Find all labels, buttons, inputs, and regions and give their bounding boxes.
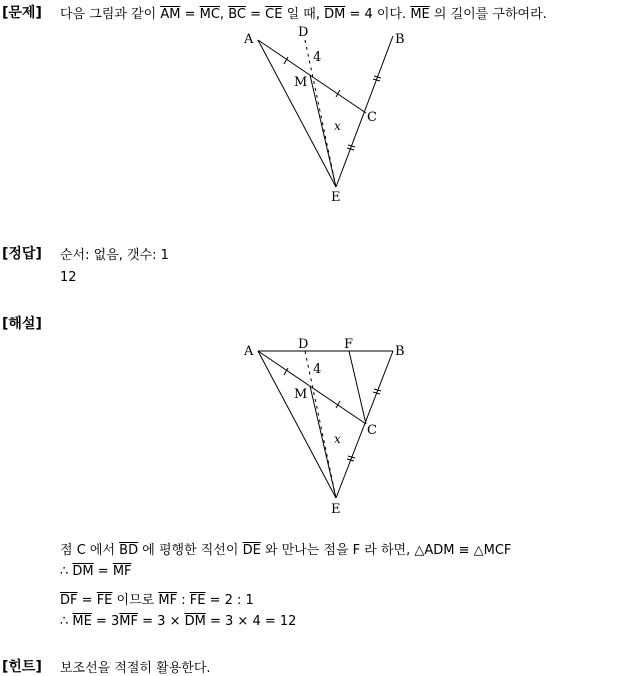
expl3-t1: 이므로 [116,593,155,608]
therefore: ∴ [60,614,69,629]
segment-dm: $\overline{DM}$ [184,614,206,629]
point-d: D [298,337,309,352]
eq-sign: = [250,7,262,22]
problem-label: [문제] [2,5,42,21]
expl-t3: 와 만나는 점을 F 라 하면, △ADM ≡ △MCF [264,543,512,558]
line-bc-e [336,351,393,498]
hint-text: 보조선을 적절히 활용한다. [60,661,211,676]
segment-me: $\overline{ME}$ [410,7,430,22]
explanation-line-4 [60,614,296,629]
expl4-t2: = 3 [96,614,120,629]
point-m: M [294,75,308,90]
point-f: F [344,337,354,352]
answer-line-1: 순서: 없음, 갯수: 1 [60,248,169,263]
line-cf [349,351,366,424]
eq-sign: = [81,593,93,608]
point-b: B [395,32,405,47]
hint-label: [힌트] [2,659,42,675]
comma: , [219,7,225,22]
therefore: ∴ [60,564,69,579]
unknown-x: x [334,432,341,446]
point-a: A [244,32,254,47]
point-c: C [367,110,377,125]
segment-mf: $\overline{MF}$ [119,614,138,629]
line-me [310,386,336,498]
length-dm: 4 [313,362,322,377]
problem-t2: 일 때, [286,7,320,22]
segment-am: $\overline{AM}$ [160,7,181,22]
problem-t3: 의 길이를 구하여라. [433,7,547,22]
explanation-label: [해설] [2,316,42,332]
expl3-t2: = 2 : 1 [209,593,254,608]
answer-label: [정답] [2,246,42,262]
segment-bd: $\overline{BD}$ [119,543,139,558]
answer-line-2: 12 [60,270,77,285]
point-d: D [298,25,309,40]
explanation-line-1 [60,539,511,558]
segment-dm: $\overline{DM}$ [324,7,346,22]
line-ae [258,351,336,498]
expl-t2: 에 평행한 직선이 [142,543,239,558]
explanation-line-2 [60,564,132,579]
segment-fe: $\overline{FE}$ [96,593,113,608]
eq-sign: = [184,7,196,22]
segment-df: $\overline{DF}$ [60,593,78,608]
point-c: C [367,423,377,438]
segment-bc: $\overline{BC}$ [228,7,246,22]
segment-ce: $\overline{CE}$ [265,7,283,22]
segment-mf: $\overline{MF}$ [158,593,178,608]
segment-me: $\overline{ME}$ [72,614,92,629]
expl4-t3: = 3 × [142,614,181,629]
eq-sign: = [97,564,109,579]
line-ac [258,351,366,424]
point-e: E [331,502,341,517]
point-b: B [395,344,405,359]
length-dm: 4 [313,50,322,65]
segment-fe: $\overline{FE}$ [189,593,206,608]
problem-t1: 다음 그림과 같이 [60,7,157,22]
segment-de: $\overline{DE}$ [242,543,261,558]
expl-t1: 점 C 에서 [60,543,116,558]
segment-dm: $\overline{DM}$ [72,564,94,579]
ratio-colon: : [181,593,186,608]
expl4-t4: = 3 × 4 = 12 [209,614,297,629]
unknown-x: x [334,119,341,133]
point-a: A [244,344,254,359]
segment-mf: $\overline{MF}$ [112,564,132,579]
point-m: M [294,387,308,402]
point-e: E [331,190,341,205]
problem-eq3: = 4 이다. [349,7,407,22]
explanation-line-3 [60,589,254,608]
segment-mc: $\overline{MC}$ [199,7,220,22]
